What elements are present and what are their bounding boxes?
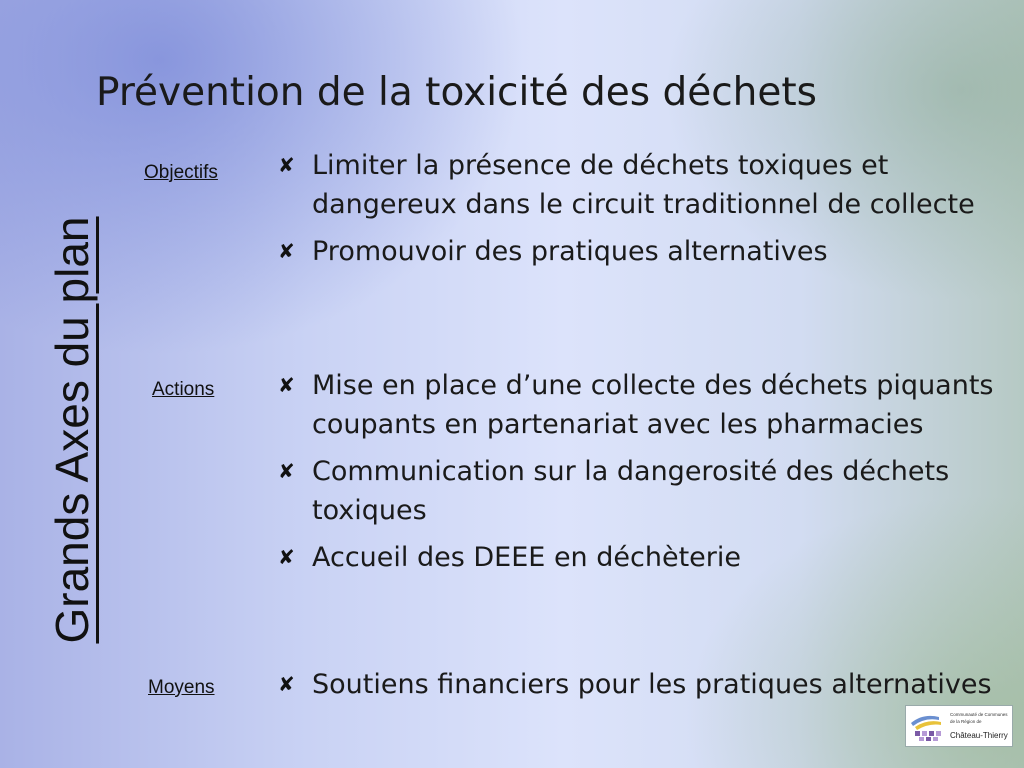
cross-mark-icon: ✘ [278,373,295,397]
section-label-moyens[interactable]: Moyens [148,677,215,698]
logo-line-2: de la Région de [950,719,982,724]
list-item-text: Limiter la présence de déchets toxiques et dangereux dans le circuit traditionnel de collecte [312,150,975,220]
list-item [276,146,996,224]
list-item-text: Promouvoir des pratiques alternatives [312,236,828,267]
moyens-list [276,665,996,712]
list-item [276,452,996,530]
slide-title: Prévention de la toxicité des déchets [96,70,817,115]
section-label-actions[interactable]: Actions [152,379,215,400]
logo-town: Château-Thierry [950,731,1008,740]
section-label-objectifs[interactable]: Objectifs [144,162,218,183]
actions-list [276,366,996,585]
organization-logo [905,705,1013,747]
objectifs-list [276,146,996,279]
side-title: Grands Axes du plan [46,216,98,644]
logo-line-1: Communauté de Communes [950,712,1008,717]
list-item [276,232,996,271]
cross-mark-icon: ✘ [278,672,295,696]
logo-emblem-icon [909,709,949,743]
cross-mark-icon: ✘ [278,239,295,263]
list-item [276,366,996,444]
list-item-text: Mise en place d’une collecte des déchets piquants coupants en partenariat avec les pharmacies [312,370,994,440]
list-item-text: Communication sur la dangerosité des déchets toxiques [312,456,950,526]
cross-mark-icon: ✘ [278,153,295,177]
cross-mark-icon: ✘ [278,545,295,569]
list-item [276,538,996,577]
cross-mark-icon: ✘ [278,459,295,483]
list-item-text: Soutiens financiers pour les pratiques alternatives [312,669,992,700]
list-item-text: Accueil des DEEE en déchèterie [312,542,741,573]
list-item [276,665,996,704]
side-title-container [38,160,106,700]
